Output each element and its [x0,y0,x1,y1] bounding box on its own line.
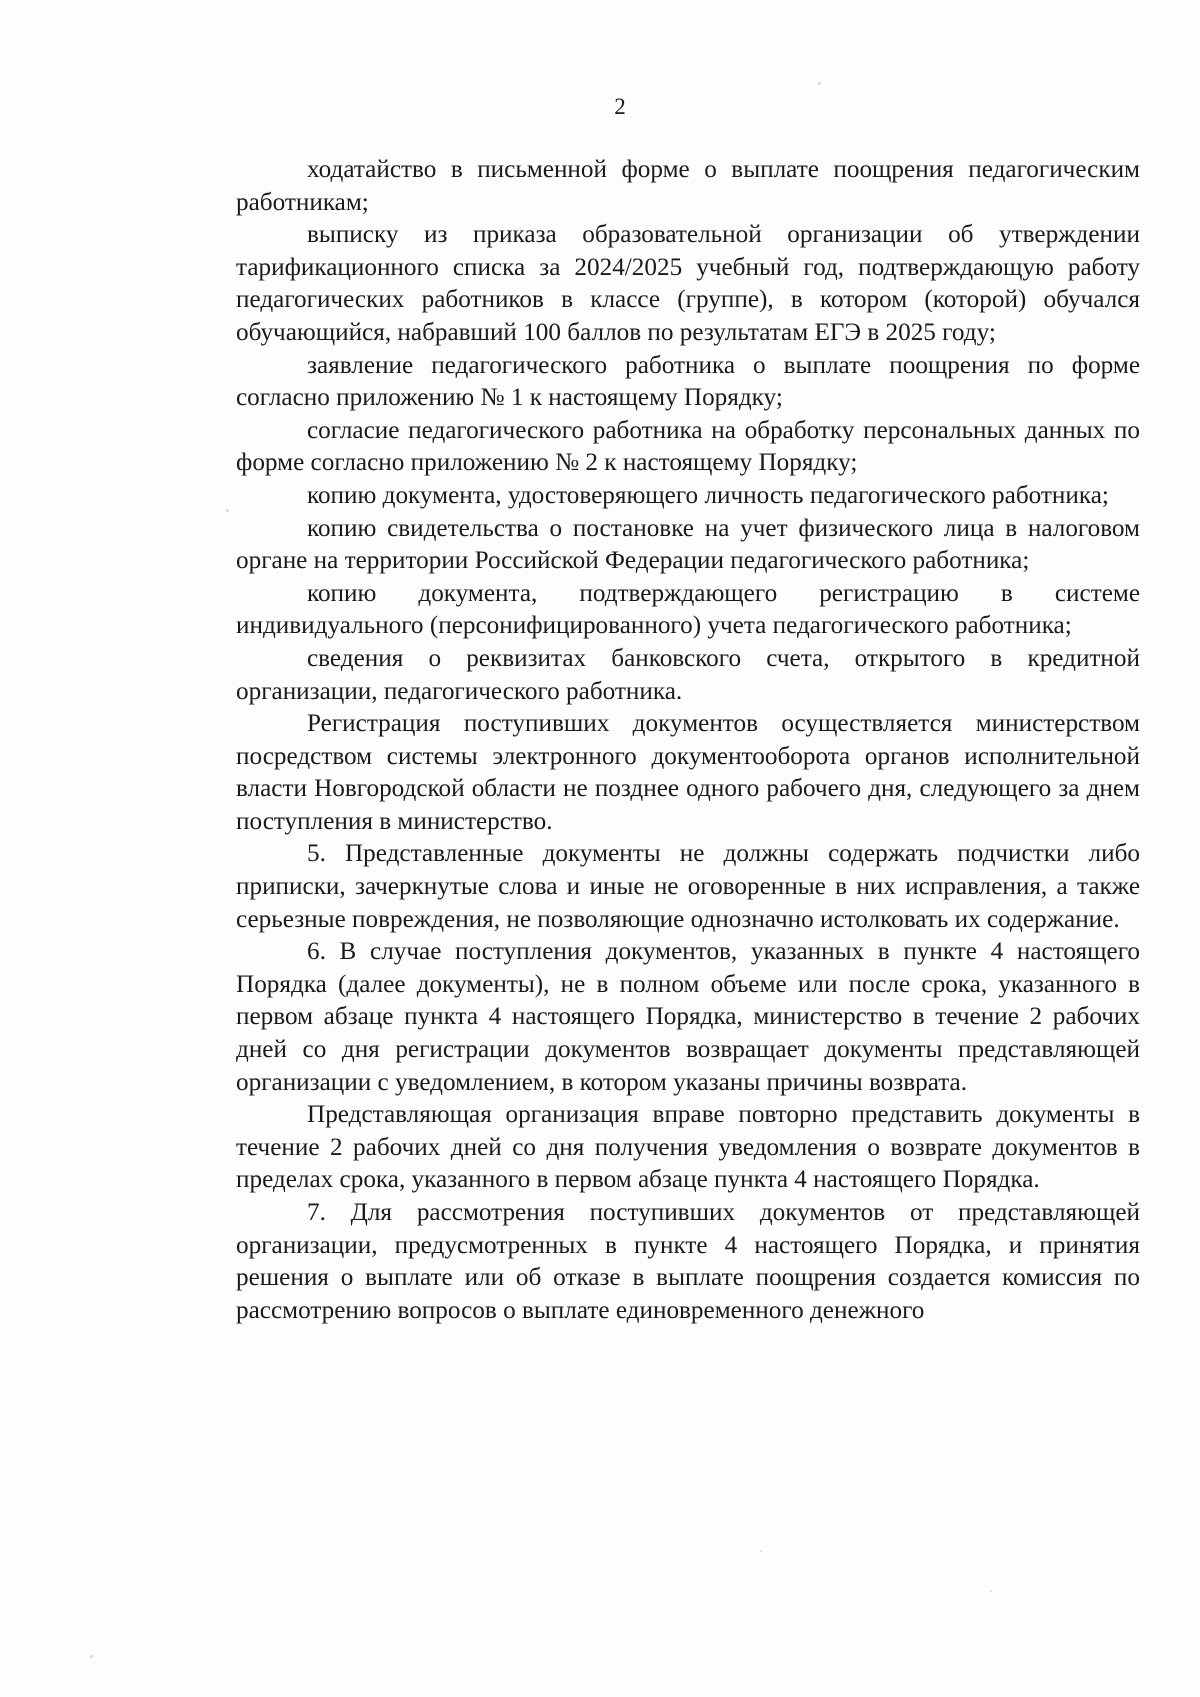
paragraph-registration-procedure: Регистрация поступивших документов осуществляется министерством посредством системы электронного документооборота органов исполнительной власти Новгородской области не позднее одного рабочего дня, следующего за днем поступления в министерство. [236,710,1140,835]
paragraph-item-5: 5. Представленные документы не должны содержать подчистки либо приписки, зачеркнутые слова и иные не оговоренные в них исправления, а также серьезные повреждения, не позволяющие однозначно истолковать их содержание. [236,840,1140,933]
scan-speck [226,509,229,512]
paragraph-item-7: 7. Для рассмотрения поступивших документов от представляющей организации, предусмотренных в пункте 4 настоящего Порядка, и принятия решения о выплате или об отказе в выплате поощрения создается комиссия по рассмотрению вопросов о выплате единовременного денежного [236,1199,1140,1324]
paragraph-application: заявление педагогического работника о выплате поощрения по форме согласно приложению № 1 к настоящему Порядку; [236,351,1140,412]
paragraph-tax-certificate: копию свидетельства о постановке на учет физического лица в налоговом органе на территории Российской Федерации педагогического работника; [236,514,1140,575]
paragraph-bank-details: сведения о реквизитах банковского счета, открытого в кредитной организации, педагогического работника. [236,644,1140,705]
scan-speck [990,1590,992,1592]
paragraph-consent: согласие педагогического работника на обработку персональных данных по форме согласно приложению № 2 к настоящему Порядку; [236,416,1140,477]
paragraph-identity-document: копию документа, удостоверяющего личность педагогического работника; [307,481,1109,509]
scan-speck [760,1550,762,1552]
paragraph-tariff-extract: выписку из приказа образовательной организации об утверждении тарификационного списка за 2024/2025 учебный год, подтверждающую работу педагогических работников в классе (группе), в котором (которой) обучался обучающийся, набравший 100 баллов по результатам ЕГЭ в 2025 году; [236,221,1140,346]
document-body [236,154,1140,1327]
scan-speck [90,1655,93,1658]
scan-speck [818,82,821,85]
paragraph-petition: ходатайство в письменной форме о выплате поощрения педагогическим работникам; [236,156,1140,216]
paragraph-registration-document: копию документа, подтверждающего регистрацию в системе индивидуального (персонифицированного) учета педагогического работника; [236,579,1140,640]
paragraph-resubmission: Представляющая организация вправе повторно представить документы в течение 2 рабочих дней со дня получения уведомления о возврате документов в пределах срока, указанного в первом абзаце пункта 4 настоящего Порядка. [236,1101,1140,1194]
paragraph-item-6: 6. В случае поступления документов, указанных в пункте 4 настоящего Порядка (далее документы), не в полном объеме или после срока, указанного в первом абзаце пункта 4 настоящего Порядка, министерство в течение 2 рабочих дней со дня регистрации документов возвращает документы представляющей организации с уведомлением, в котором указаны причины возврата. [236,938,1140,1096]
page-number: 2 [614,94,626,119]
